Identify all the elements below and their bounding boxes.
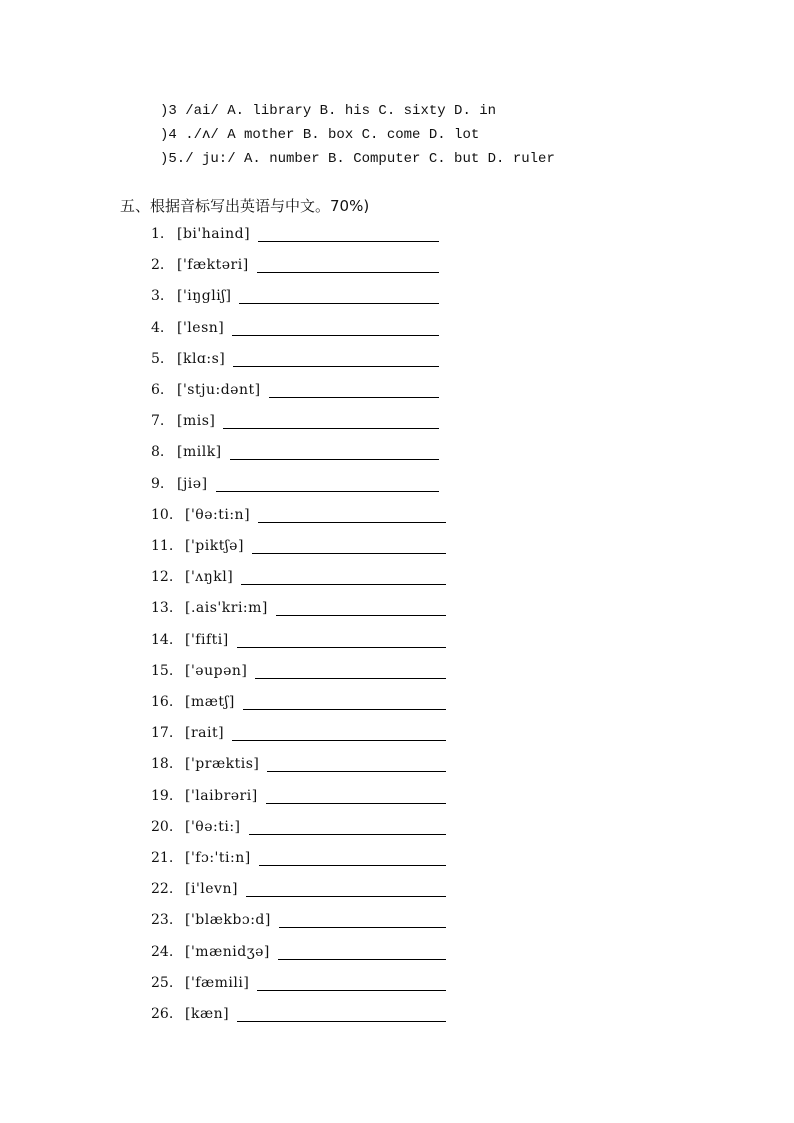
answer-blank[interactable]	[243, 709, 446, 710]
item-number: 10.	[151, 507, 174, 523]
exercise-item	[151, 910, 451, 930]
answer-blank[interactable]	[278, 959, 446, 960]
exercise-item	[151, 505, 451, 525]
exercise-item	[151, 848, 451, 868]
section-five-title: 五、根据音标写出英语与中文。70%)	[120, 197, 370, 215]
phonetic-transcription: ['θə:ti:n]	[185, 507, 251, 523]
answer-blank[interactable]	[239, 303, 439, 304]
exercise-item	[151, 786, 451, 806]
phonetic-transcription: ['blækbɔ:d]	[185, 912, 271, 928]
exercise-item	[151, 442, 451, 462]
item-number: 20.	[151, 819, 174, 835]
item-number: 13.	[151, 600, 174, 616]
answer-blank[interactable]	[266, 803, 446, 804]
phonetic-transcription: ['piktʃə]	[185, 538, 244, 554]
phonetic-transcription: ['mænidʒə]	[185, 944, 270, 960]
exercise-item	[151, 567, 451, 587]
answer-blank[interactable]	[257, 990, 446, 991]
exercise-item	[151, 879, 451, 899]
item-number: 22.	[151, 881, 174, 897]
exercise-item	[151, 286, 451, 306]
item-number: 8.	[151, 444, 165, 460]
exercise-item	[151, 598, 451, 618]
answer-blank[interactable]	[269, 397, 439, 398]
exercise-item	[151, 973, 451, 993]
exercise-item	[151, 349, 451, 369]
phonetic-transcription: ['præktis]	[185, 756, 260, 772]
exercise-item	[151, 692, 451, 712]
phonetic-transcription: [kæn]	[185, 1006, 230, 1022]
item-number: 21.	[151, 850, 174, 866]
answer-blank[interactable]	[232, 740, 446, 741]
item-number: 5.	[151, 351, 165, 367]
answer-blank[interactable]	[237, 647, 446, 648]
phonetic-transcription: ['stju:dənt]	[177, 382, 261, 398]
item-number: 15.	[151, 663, 174, 679]
item-number: 9.	[151, 476, 165, 492]
item-number: 17.	[151, 725, 174, 741]
answer-blank[interactable]	[230, 459, 439, 460]
answer-blank[interactable]	[279, 927, 446, 928]
phonetic-transcription: ['laibrəri]	[185, 788, 258, 804]
exercise-item	[151, 474, 451, 494]
exercise-item	[151, 661, 451, 681]
item-number: 2.	[151, 257, 165, 273]
answer-blank[interactable]	[233, 366, 439, 367]
answer-blank[interactable]	[267, 771, 446, 772]
item-number: 18.	[151, 756, 174, 772]
answer-blank[interactable]	[259, 865, 446, 866]
answer-blank[interactable]	[216, 491, 439, 492]
choice-question-4: )4 ./ʌ/ A mother B. box C. come D. lot	[160, 127, 480, 143]
phonetic-transcription: [jiə]	[177, 476, 208, 492]
item-number: 6.	[151, 382, 165, 398]
phonetic-transcription: [milk]	[177, 444, 222, 460]
exercise-item	[151, 536, 451, 556]
phonetic-transcription: ['fæktəri]	[177, 257, 249, 273]
answer-blank[interactable]	[257, 272, 439, 273]
exercise-item	[151, 723, 451, 743]
answer-blank[interactable]	[223, 428, 439, 429]
phonetic-transcription: [.ais'kri:m]	[185, 600, 268, 616]
item-number: 12.	[151, 569, 174, 585]
phonetic-transcription: [mætʃ]	[185, 694, 235, 710]
exercise-item	[151, 754, 451, 774]
phonetic-transcription: ['fɔ:'ti:n]	[185, 850, 251, 866]
item-number: 23.	[151, 912, 174, 928]
answer-blank[interactable]	[249, 834, 446, 835]
choice-question-3: )3 /ai/ A. library B. his C. sixty D. in	[160, 103, 497, 119]
answer-blank[interactable]	[258, 241, 439, 242]
exercise-item	[151, 817, 451, 837]
item-number: 1.	[151, 226, 165, 242]
exercise-item	[151, 318, 451, 338]
answer-blank[interactable]	[258, 522, 446, 523]
answer-blank[interactable]	[252, 553, 446, 554]
answer-blank[interactable]	[232, 335, 439, 336]
item-number: 11.	[151, 538, 174, 554]
item-number: 16.	[151, 694, 174, 710]
exercise-item	[151, 411, 451, 431]
phonetic-transcription: [i'levn]	[185, 881, 238, 897]
item-number: 7.	[151, 413, 165, 429]
item-number: 24.	[151, 944, 174, 960]
answer-blank[interactable]	[237, 1021, 446, 1022]
phonetic-transcription: ['θə:ti:]	[185, 819, 241, 835]
exercise-item	[151, 942, 451, 962]
exercise-item	[151, 380, 451, 400]
phonetic-transcription: [mis]	[177, 413, 216, 429]
phonetic-transcription: [klɑ:s]	[177, 351, 226, 367]
item-number: 19.	[151, 788, 174, 804]
phonetic-transcription: ['əupən]	[185, 663, 248, 679]
item-number: 26.	[151, 1006, 174, 1022]
answer-blank[interactable]	[246, 896, 446, 897]
phonetic-transcription: ['fifti]	[185, 632, 229, 648]
phonetic-transcription: [rait]	[185, 725, 225, 741]
exercise-item	[151, 630, 451, 650]
phonetic-transcription: ['iŋgliʃ]	[177, 288, 232, 304]
item-number: 3.	[151, 288, 165, 304]
answer-blank[interactable]	[255, 678, 446, 679]
answer-blank[interactable]	[241, 584, 446, 585]
phonetic-transcription: [bi'haind]	[177, 226, 251, 242]
answer-blank[interactable]	[276, 615, 446, 616]
exercise-item	[151, 224, 451, 244]
item-number: 4.	[151, 320, 165, 336]
phonetic-transcription: ['ʌŋkl]	[185, 569, 234, 585]
exercise-item	[151, 1004, 451, 1024]
choice-question-5: )5./ ju:/ A. number B. Computer C. but D. ruler	[160, 151, 555, 167]
phonetic-transcription: ['lesn]	[177, 320, 225, 336]
item-number: 25.	[151, 975, 174, 991]
exercise-item	[151, 255, 451, 275]
phonetic-transcription: ['fæmili]	[185, 975, 250, 991]
item-number: 14.	[151, 632, 174, 648]
